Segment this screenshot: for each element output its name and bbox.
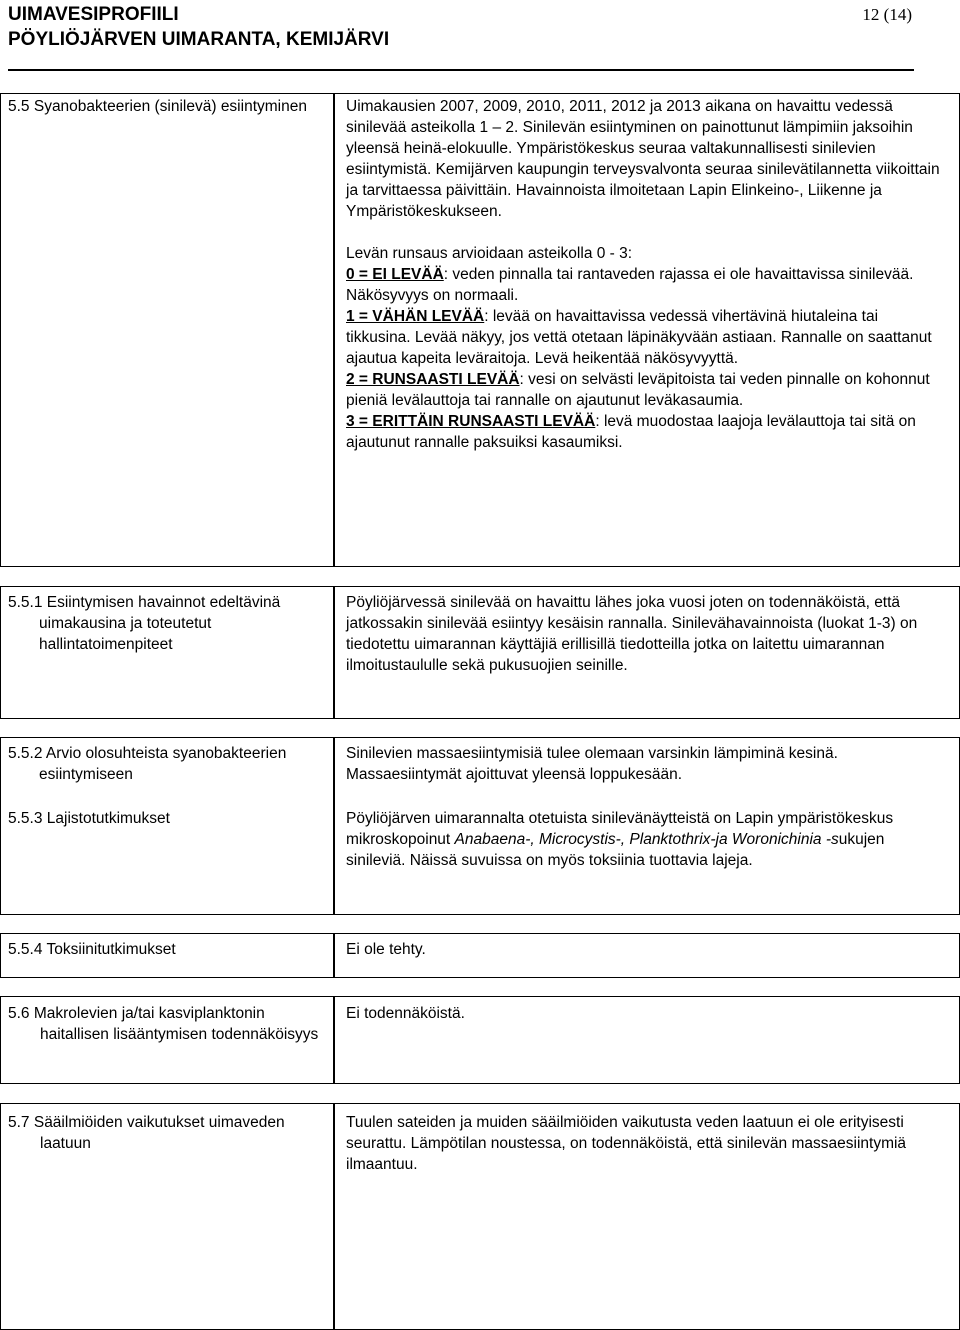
section-label-5-5 [8,96,326,117]
profile-title: UIMAVESIPROFIILI [8,4,179,25]
scale-level-key: 1 = VÄHÄN LEVÄÄ [346,308,485,325]
species-text-part: ukujen sinileviä. Näissä suvuissa on myös toksiinia tuottavia lajeja. [346,831,885,869]
section-label-text: 5.5.1 Esiintymisen havainnot edeltävinä uimakausina ja toteutetut hallintatoimenpiteet [8,594,281,653]
section-content-5-5-2 [346,743,944,785]
observations-text: Pöyliöjärvessä sinilevää on havaittu lähes joka vuosi joten on todennäköistä, että jatkossakin sinilevää esiintyy kesäisin rannalla. Sinilevähavainnoista (luokat 1-3) on tiedotettu uimarannan käyttäjiä erillisillä tiedotteilla jotka on laitettu uimarannan ilmoitustaululle sekä pukusuojien seinille. [346,594,918,674]
weather-text: Tuulen sateiden ja muiden sääilmiöiden vaikutusta veden laatuun ei ole erityisesti seurattu. Lämpötilan noustessa, on todennäköistä, että sinilevän massaesiintymiä ilmaantuu. [346,1114,907,1173]
scale-level-key: 2 = RUNSAASTI LEVÄÄ [346,371,520,388]
scale-intro: Levän runsaus arvioidaan asteikolla 0 - 3: [346,245,633,262]
species-text [346,808,944,871]
macroalgae-text: Ei todennäköistä. [346,1005,465,1022]
header-divider [8,69,914,71]
section-label-text: 5.6 Makrolevien ja/tai kasviplanktonin haitallisen lisääntymisen todennäköisyys [8,1005,319,1043]
scale-level-1 [346,306,944,369]
section-label-text: 5.5 Syanobakteerien (sinilevä) esiintyminen [8,98,307,115]
scale-level-text: : vesi on selvästi leväpitoista tai veden pinnalle on kohonnut pieniä levälauttoja tai rannalle on ajautunut leväkasaumia. [346,371,930,409]
label-cell-5-5 [0,93,334,567]
section-label-5-7 [8,1112,326,1154]
section-content-5-5 [346,96,944,453]
genus-names: Anabaena-, Microcystis-, Planktothrix-ja Woronichinia -s [454,831,839,848]
section-content-5-6 [346,1003,944,1024]
scale-level-key: 3 = ERITTÄIN RUNSAASTI LEVÄÄ [346,413,596,430]
section-content-5-5-3 [346,808,944,871]
section-label-5-5-2 [8,743,326,785]
scale-level-text: : levä muodostaa laajoja levälauttoja tai sitä on ajautunut rannalle paksuiksi kasaumiksi. [346,413,916,451]
section-content-5-5-1 [346,592,944,676]
section-label-5-5-4 [8,939,326,960]
bloom-paragraph: Uimakausien 2007, 2009, 2010, 2011, 2012 ja 2013 aikana on havaittu vedessä sinilevää asteikolla 1 – 2. Sinilevän esiintyminen on painottunut lämpimiin jaksoihin yleensä heinä-elokuulle. Ympäristökeskus seuraa valtakunnallisesti sinilevien esiintymistä. Kemijärven kaupungin terveysvalvonta seuraa sinilevätilannetta viikoittain ja tarvittaessa päivittäin. Havainnoista ilmoitetaan Lapin Elinkeino-, Liikenne ja Ympäristökeskukseen. [346,98,940,220]
section-content-5-5-4 [346,939,944,960]
beach-title: PÖYLIÖJÄRVEN UIMARANTA, KEMIJÄRVI [8,29,390,50]
section-content-5-7 [346,1112,944,1175]
section-label-text: 5.5.2 Arvio olosuhteista syanobakteerien esiintymiseen [8,745,287,783]
section-label-text: 5.7 Sääilmiöiden vaikutukset uimaveden laatuun [8,1114,285,1152]
species-text-part: Pöyliöjärven uimarannalta otetuista sinilevänäytteistä on Lapin ympäristökeskus mikroskopoinut [346,810,894,848]
scale-level-text: : levää on havaittavissa vedessä vihertävinä hiutaleina tai tikkusina. Levää näkyy, jos vettä otetaan läpinäkyvään astiaan. Rannalle on saattanut ajautua kapeita leväraitoja. Levä heikentää näkösyvyyttä. [346,308,932,367]
scale-level-2 [346,369,944,411]
section-label-5-6 [8,1003,326,1045]
scale-level-text: : veden pinnalla tai rantaveden rajassa ei ole havaittavissa sinilevää. Näkösyvyys on normaali. [346,266,914,304]
toxin-text: Ei ole tehty. [346,941,426,958]
section-label-5-5-1 [8,592,326,655]
scale-level-0 [346,264,944,306]
scale-level-key: 0 = EI LEVÄÄ [346,266,444,283]
scale-level-3 [346,411,944,453]
section-label-text: 5.5.3 Lajistotutkimukset [8,810,170,827]
section-label-5-5-3 [8,808,326,829]
page-number: 12 (14) [862,5,912,24]
section-label-text: 5.5.4 Toksiinitutkimukset [8,941,176,958]
conditions-text: Sinilevien massaesiintymisiä tulee olemaan varsinkin lämpiminä kesinä. Massaesiintymät ajoittuvat yleensä loppukesään. [346,745,838,783]
